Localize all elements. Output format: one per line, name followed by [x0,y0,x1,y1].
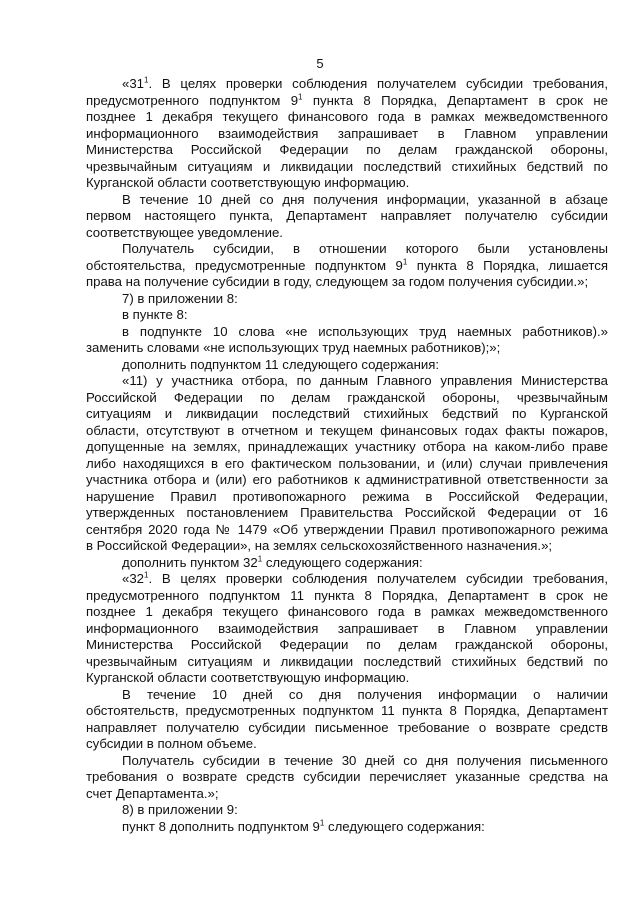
text-line [86,241,608,258]
superscript-index: 1 [257,554,263,564]
text-line [86,687,608,704]
superscript-index: 1 [319,818,325,828]
text-line-main: заменить словами «не использующих труд наемных работников);»; [86,340,501,355]
text-line [86,307,608,324]
text-line-rest: пункта 8 Порядка, Департамент в срок не [302,92,608,108]
superscript-index: 1 [298,92,303,102]
text-line [86,637,608,654]
text-line [86,538,608,555]
text-line-main: 7) в приложении 8: [122,290,238,306]
superscript-index: 1 [144,571,149,580]
text-line [86,522,608,539]
text-line-main: дополнить пунктом 32 [122,554,258,570]
text-line [86,373,608,390]
text-line-main: ситуациям и ликвидации последствий стихийных бедствий по Курганской [86,406,608,421]
text-line [86,291,608,308]
text-line [86,769,608,786]
text-line-main: в подпункте 10 слова «не использующих труд наемных работников).» [122,323,608,339]
text-line-main: обстоятельства, предусмотренные подпунктом 9 [86,257,403,273]
text-line-main: чрезвычайным ситуациям и ликвидации последствий стихийных бедствий по [86,653,608,669]
text-line [86,258,608,275]
text-line [86,736,608,753]
text-line [86,472,608,489]
text-line [86,703,608,720]
text-line-main: Получатель субсидии в течение 30 дней со дня получения письменного [122,752,608,768]
text-line-main: чрезвычайным ситуациям и ликвидации последствий стихийных бедствий по [86,158,608,174]
text-line-main: направляет получателю субсидии письменное требование о возврате средств [86,719,608,735]
text-line-main: нарушение Правил противопожарного режима в Российской Федерации, [86,488,608,504]
page-number: 5 [316,56,324,71]
text-line [86,670,608,687]
text-line [86,588,608,605]
text-line [86,406,608,423]
text-line-main: «31 [122,76,145,91]
text-line [86,192,608,209]
text-line [86,225,608,242]
text-line [86,93,608,110]
text-line-main: «11) у участника отбора, по данным Главного управления Министерства [122,373,608,388]
text-line [86,621,608,638]
text-line-main: обстоятельств, предусмотренных подпунктом 11 пункта 8 Порядка, Департамент [86,703,608,718]
superscript-index: 1 [402,257,408,267]
text-line [86,324,608,341]
text-line [86,390,608,407]
text-line [86,274,608,291]
text-line-main: 8) в приложении 9: [122,802,238,817]
text-line [86,456,608,473]
text-line-main: участника отбора и (или) его работников к административной ответственности за [86,472,608,487]
text-line-main: либо находящихся в его фактическом пользовании, и (или) случаи привлечения [86,455,608,471]
document-body [86,76,608,835]
text-line-rest: . В целях проверки соблюдения получателем субсидии требования, [148,571,608,586]
text-line [86,423,608,440]
text-line-main: соответствующее уведомление. [86,224,283,240]
text-line [86,175,608,192]
text-line-main: требования о возврате средств субсидии перечисляет указанные средства на [86,769,608,784]
text-line [86,571,608,588]
text-line [86,489,608,506]
text-line-main: пункт 8 дополнить подпунктом 9 [122,818,320,834]
text-line [86,76,608,93]
text-line-main: Получатель субсидии, в отношении которого были установлены [122,241,608,256]
text-line-main: позднее 1 декабря текущего финансового года в рамках межведомственного [86,109,608,124]
text-line [86,142,608,159]
text-line-main: Курганской области соответствующую информацию. [86,670,410,685]
text-line-rest: . В целях проверки соблюдения получателем субсидии требования, [148,76,608,91]
text-line-main: Министерства Российской Федерации по делам гражданской обороны, [86,637,608,652]
text-line [86,753,608,770]
text-line-main: области, отсутствуют в отчетном и текущем финансовых годах факты пожаров, [86,422,608,438]
text-line-rest: следующего содержания: [262,554,423,570]
text-line-main: права на получение субсидии в году, следующем за годом получения субсидии.»; [86,274,589,289]
text-line-main: в пункте 8: [122,307,188,322]
text-line [86,654,608,671]
text-line [86,439,608,456]
text-line-rest: пункта 8 Порядка, лишается [407,257,608,273]
text-line-main: предусмотренного подпунктом 11 пункта 8 Порядка, Департамент в срок не [86,587,608,603]
text-line-main: в Российской Федерации», на землях сельскохозяйственного назначения.»; [86,538,553,553]
text-line [86,357,608,374]
text-line [86,802,608,819]
text-line-main: информационного взаимодействия запрашивает в Главном управлении [86,620,608,636]
text-line [86,786,608,803]
text-line-main: первом настоящего пункта, Департамент направляет получателю субсидии [86,208,608,223]
text-line-main: счет Департамента.»; [86,785,219,801]
text-line [86,208,608,225]
text-line-main: субсидии в полном объеме. [86,736,257,751]
text-line-main: дополнить подпунктом 11 следующего содержания: [122,356,440,372]
text-line-main: информационного взаимодействия запрашивает в Главном управлении [86,125,608,141]
text-line [86,109,608,126]
text-line [86,505,608,522]
superscript-index: 1 [144,76,149,85]
text-line-main: позднее 1 декабря текущего финансового года в рамках межведомственного [86,604,608,619]
text-line-main: допущенные на землях, принадлежащих участнику отбора на каком-либо праве [86,439,608,454]
text-line-main: В течение 10 дней со дня получения информации о наличии [122,686,608,702]
text-line-main: Курганской области соответствующую информацию. [86,175,410,190]
text-line [86,555,608,572]
text-line-main: утвержденных постановлением Правительства Российской Федерации от 16 [86,505,608,520]
text-line-main: «32 [122,571,145,586]
text-line-main: предусмотренного подпунктом 9 [86,92,299,108]
text-line [86,126,608,143]
text-line [86,340,608,357]
text-line-rest: следующего содержания: [324,818,485,834]
text-line-main: В течение 10 дней со дня получения информации, указанной в абзаце [122,191,608,207]
text-line-main: Российской Федерации по делам гражданской обороны, чрезвычайным [86,389,608,405]
text-line-main: сентября 2020 года № 1479 «Об утверждении Правил противопожарного режима [86,521,608,537]
text-line [86,720,608,737]
text-line-main: Министерства Российской Федерации по делам гражданской обороны, [86,142,608,157]
text-line [86,159,608,176]
text-line [86,819,608,836]
text-line [86,604,608,621]
